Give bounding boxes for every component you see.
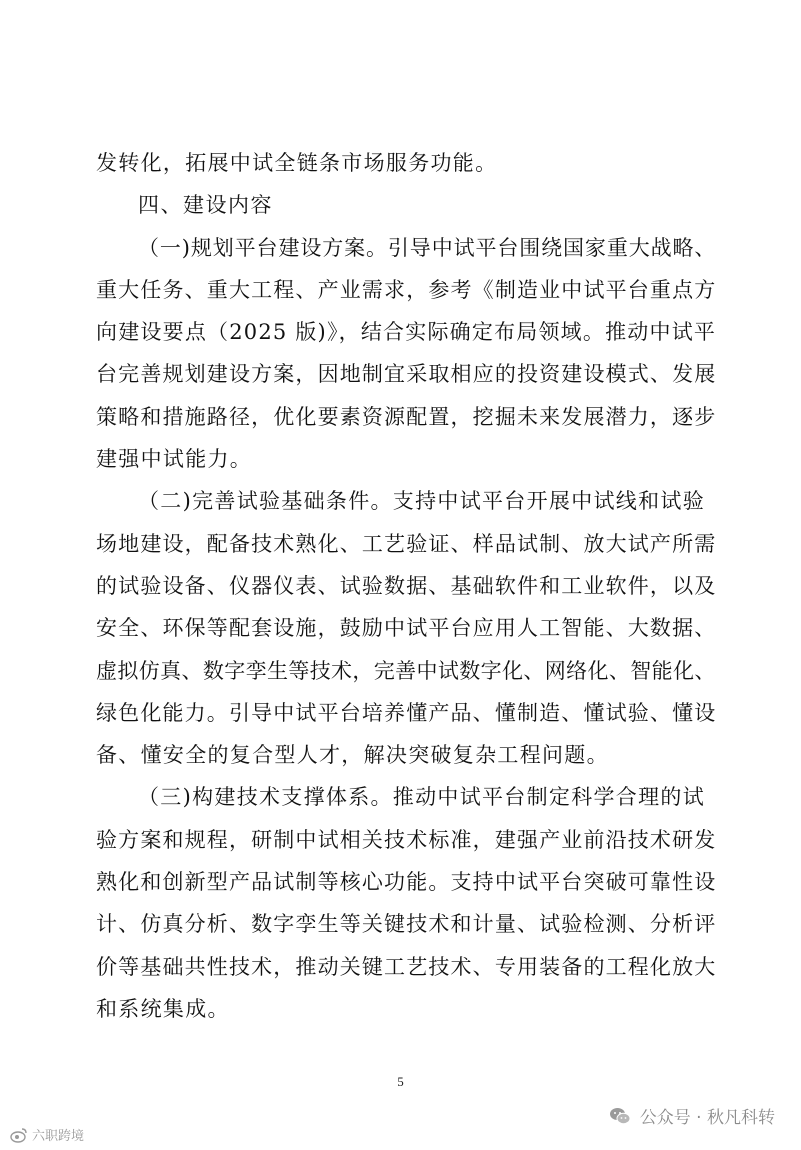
text-line: 的试验设备、仪器仪表、试验数据、基础软件和工业软件，以及: [96, 573, 717, 598]
text-line: 场地建设，配备技术熟化、工艺验证、样品试制、放大试产所需: [96, 531, 717, 556]
text-line: 价等基础共性技术，推动关键工艺技术、专用装备的工程化放大: [96, 954, 717, 979]
text-line: （一)规划平台建设方案。引导中试平台围绕国家重大战略、: [138, 235, 717, 260]
text-line: （三)构建技术支撑体系。推动中试平台制定科学合理的试: [138, 785, 705, 810]
text-line: 熟化和创新型产品试制等核心功能。支持中试平台突破可靠性设: [96, 870, 717, 895]
text-line: （二)完善试验基础条件。支持中试平台开展中试线和试验: [138, 489, 705, 514]
text-line: 绿色化能力。引导中试平台培养懂产品、懂制造、懂试验、懂设: [96, 700, 717, 725]
text-line: 建强中试能力。: [96, 447, 253, 472]
wechat-watermark-text: 公众号 · 秋凡科转: [639, 1108, 775, 1128]
text-line: 重大任务、重大工程、产业需求，参考《制造业中试平台重点方: [96, 277, 717, 302]
text-line: 台完善规划建设方案，因地制宜采取相应的投资建设模式、发展: [96, 362, 717, 387]
section-heading: 四、建设内容: [138, 193, 273, 218]
text-line: 计、仿真分析、数字孪生等关键技术和计量、试验检测、分析评: [96, 912, 717, 937]
text-line: 虚拟仿真、数字孪生等技术，完善中试数字化、网络化、智能化、: [96, 658, 716, 683]
text-line: 发转化，拓展中试全链条市场服务功能。: [96, 151, 498, 175]
text-line: 策略和措施路径，优化要素资源配置，挖掘未来发展潜力，逐步: [96, 404, 717, 429]
wechat-icon: [608, 1104, 632, 1128]
page-number: 5: [397, 1074, 404, 1089]
source-watermark: [10, 1125, 84, 1144]
source-watermark-text: 六职跨境: [32, 1129, 85, 1144]
text-line: 备、懂安全的复合型人才，解决突破复杂工程问题。: [96, 743, 609, 768]
text-line: 向建设要点（2025 版)》，结合实际确定布局领域。推动中试平: [96, 320, 717, 345]
weibo-icon: [10, 1127, 28, 1143]
text-line: 安全、环保等配套设施，鼓励中试平台应用人工智能、大数据、: [96, 616, 717, 641]
text-line: 验方案和规程，研制中试相关技术标准，建强产业前沿技术研发: [96, 827, 717, 852]
document-body: [96, 142, 716, 1030]
text-line: 和系统集成。: [96, 996, 230, 1021]
wechat-watermark: [608, 1103, 775, 1128]
